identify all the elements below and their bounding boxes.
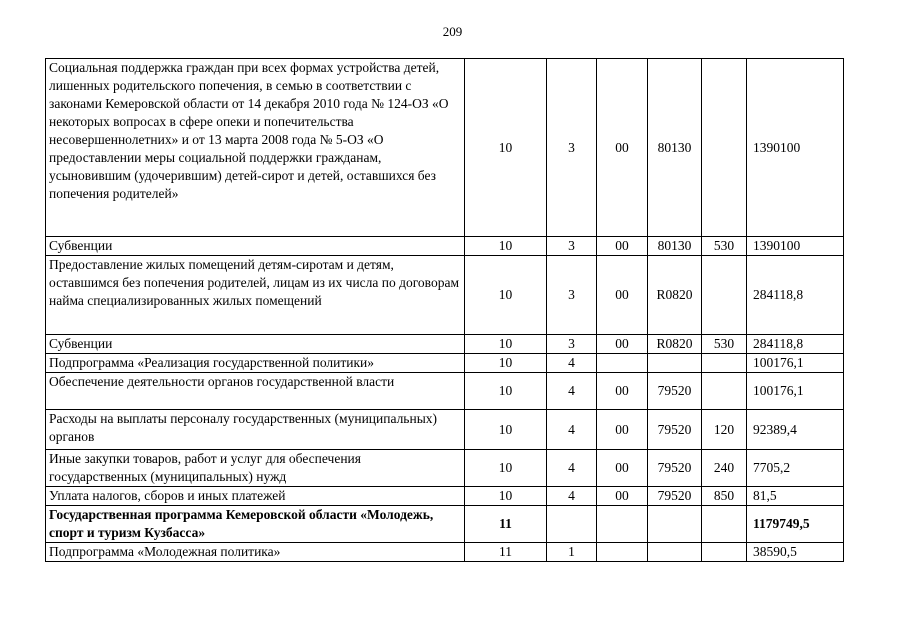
cell-amount: 7705,2 [747,450,844,487]
cell-subsection: 3 [547,237,597,256]
cell-subsection: 1 [547,543,597,562]
table-row [46,256,844,335]
cell-target [648,543,702,562]
cell-amount: 100176,1 [747,354,844,373]
cell-program: 00 [597,237,648,256]
cell-expense-type [702,543,747,562]
cell-target: 79520 [648,373,702,410]
cell-amount: 284118,8 [747,335,844,354]
row-name: Субвенции [46,237,465,256]
cell-target: 80130 [648,237,702,256]
cell-subsection: 4 [547,487,597,506]
cell-expense-type: 240 [702,450,747,487]
table-row [46,335,844,354]
cell-program: 00 [597,410,648,450]
cell-target: R0820 [648,335,702,354]
cell-subsection: 3 [547,335,597,354]
budget-table [45,58,844,562]
table-row [46,410,844,450]
page-number: 209 [442,24,463,39]
row-name: Государственная программа Кемеровской области «Молодежь, спорт и туризм Кузбасса» [46,506,465,543]
cell-subsection: 3 [547,59,597,237]
cell-subsection [547,506,597,543]
table-row [46,487,844,506]
cell-target: 80130 [648,59,702,237]
cell-program: 00 [597,59,648,237]
cell-section: 10 [465,59,547,237]
cell-section: 10 [465,373,547,410]
cell-expense-type [702,59,747,237]
cell-section: 10 [465,237,547,256]
cell-target: 79520 [648,487,702,506]
table-row [46,354,844,373]
cell-target [648,354,702,373]
row-name: Иные закупки товаров, работ и услуг для обеспечения государственных (муниципальных) нужд [46,450,465,487]
row-name: Подпрограмма «Молодежная политика» [46,543,465,562]
table-row-program [46,506,844,543]
cell-expense-type [702,256,747,335]
table-row [46,543,844,562]
row-name: Субвенции [46,335,465,354]
cell-amount: 1179749,5 [747,506,844,543]
cell-section: 10 [465,354,547,373]
cell-target: 79520 [648,410,702,450]
cell-section: 10 [465,256,547,335]
table-row [46,450,844,487]
cell-section: 11 [465,506,547,543]
cell-program: 00 [597,487,648,506]
row-name: Предоставление жилых помещений детям-сиротам и детям, оставшимся без попечения родителей, лицам из их числа по договорам найма специализированных жилых помещений [46,256,465,335]
row-name: Подпрограмма «Реализация государственной политики» [46,354,465,373]
cell-target [648,506,702,543]
row-name: Социальная поддержка граждан при всех формах устройства детей, лишенных родительского попечения, в семью в соответствии с законами Кемеровской области от 14 декабря 2010 года № 124-ОЗ «О некоторых вопросах в сфере опеки и попечительства несовершеннолетних» и от 13 марта 2008 года № 5-ОЗ «О предоставлении меры социальной поддержки гражданам, усыновившим (удочерившим) детей-сирот и детей, оставшихся без попечения родителей» [46,59,465,237]
cell-expense-type: 120 [702,410,747,450]
cell-section: 10 [465,335,547,354]
cell-subsection: 4 [547,410,597,450]
row-name: Обеспечение деятельности органов государственной власти [46,373,465,410]
table-row [46,59,844,237]
table-row [46,237,844,256]
cell-amount: 284118,8 [747,256,844,335]
cell-program [597,506,648,543]
row-name: Расходы на выплаты персоналу государственных (муниципальных) органов [46,410,465,450]
cell-subsection: 4 [547,450,597,487]
cell-expense-type [702,354,747,373]
cell-expense-type [702,506,747,543]
cell-section: 10 [465,410,547,450]
cell-program: 00 [597,450,648,487]
cell-subsection: 4 [547,373,597,410]
cell-expense-type: 850 [702,487,747,506]
cell-program: 00 [597,373,648,410]
cell-program: 00 [597,335,648,354]
cell-amount: 92389,4 [747,410,844,450]
cell-program [597,354,648,373]
cell-section: 10 [465,487,547,506]
cell-target: R0820 [648,256,702,335]
cell-target: 79520 [648,450,702,487]
cell-amount: 81,5 [747,487,844,506]
cell-subsection: 4 [547,354,597,373]
cell-amount: 1390100 [747,59,844,237]
cell-program: 00 [597,256,648,335]
cell-section: 11 [465,543,547,562]
cell-expense-type: 530 [702,335,747,354]
cell-section: 10 [465,450,547,487]
cell-amount: 38590,5 [747,543,844,562]
table-row [46,373,844,410]
cell-amount: 1390100 [747,237,844,256]
cell-program [597,543,648,562]
cell-amount: 100176,1 [747,373,844,410]
cell-expense-type [702,373,747,410]
row-name: Уплата налогов, сборов и иных платежей [46,487,465,506]
cell-expense-type: 530 [702,237,747,256]
cell-subsection: 3 [547,256,597,335]
